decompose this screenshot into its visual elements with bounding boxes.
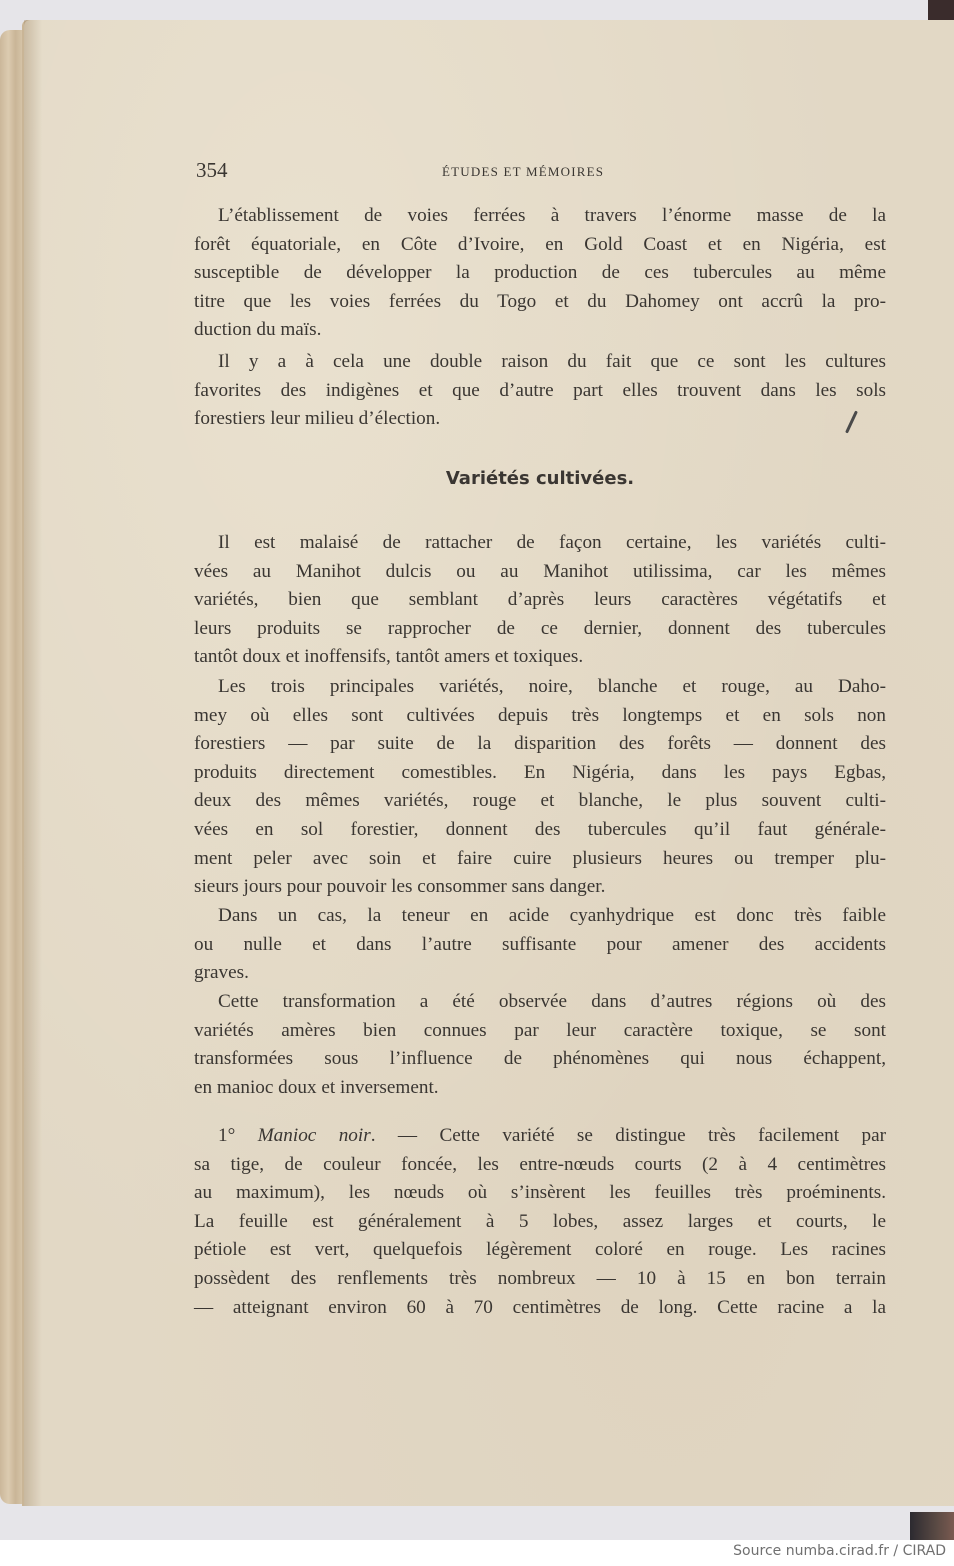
source-credit: Source numba.cirad.fr / CIRAD	[733, 1543, 946, 1559]
text-line: variétés amères bien connues par leur caractère toxique, se sont	[194, 1019, 886, 1041]
paragraph-6	[194, 988, 886, 1102]
text-line: forestiers leur milieu d’élection.	[194, 408, 441, 430]
text-line: titre que les voies ferrées du Togo et du Dahomey ont accrû la pro-	[194, 290, 886, 312]
text-line: en manioc doux et inversement.	[194, 1076, 439, 1098]
text-line: susceptible de développer la production de ces tubercules au même	[194, 262, 886, 284]
paragraph-3	[194, 529, 886, 672]
text-line: tantôt doux et inoffensifs, tantôt amers et toxiques.	[194, 646, 584, 668]
text-line: transformées sous l’influence de phénomènes qui nous échappent,	[194, 1048, 886, 1070]
text-line: Il y a à cela une double raison du fait que ce sont les cultures	[218, 351, 886, 372]
paragraph-7-manioc-noir	[194, 1122, 886, 1322]
text-line: Il est malaisé de rattacher de façon certaine, les variétés culti-	[218, 532, 886, 553]
running-header	[196, 158, 886, 188]
variety-name: Manioc noir	[257, 1125, 371, 1146]
text-fragment: . — Cette variété se distingue très facilement par	[370, 1125, 886, 1146]
text-line: graves.	[194, 962, 249, 984]
text-line: Dans un cas, la teneur en acide cyanhydrique est donc très faible	[218, 905, 886, 926]
text-line: forêt équatoriale, en Côte d’Ivoire, en Gold Coast et en Nigéria, est	[194, 233, 886, 255]
text-line: deux des mêmes variétés, rouge et blanche, le plus souvent culti-	[194, 790, 886, 812]
text-line: L’établissement de voies ferrées à travers l’énorme masse de la	[218, 205, 886, 226]
text-line: vées en sol forestier, donnent des tubercules qu’il faut générale-	[194, 818, 886, 840]
text-line: forestiers — par suite de la disparition des forêts — donnent des	[194, 733, 886, 755]
text-line: — atteignant environ 60 à 70 centimètres de long. Cette racine a la	[194, 1296, 886, 1318]
running-title: ÉTUDES ET MÉMOIRES	[442, 164, 605, 179]
paragraph-1	[194, 202, 886, 345]
text-line: sa tige, de couleur foncée, les entre-nœuds courts (2 à 4 centimètres	[194, 1153, 886, 1175]
text-line: au maximum), les nœuds où s’insèrent les feuilles très proéminents.	[194, 1182, 886, 1204]
text-line: ou nulle et dans l’autre suffisante pour amener des accidents	[194, 933, 886, 955]
text-line: pétiole est vert, quelquefois légèrement coloré en rouge. Les racines	[194, 1239, 886, 1261]
paragraph-4	[194, 673, 886, 902]
text-line: sieurs jours pour pouvoir les consommer sans danger.	[194, 876, 606, 898]
text-line: possèdent des renflements très nombreux — 10 à 15 en bon terrain	[194, 1267, 886, 1289]
page-number: 354	[196, 158, 228, 182]
text-line: La feuille est généralement à 5 lobes, assez larges et courts, le	[194, 1210, 886, 1232]
section-heading: Variétés cultivées.	[445, 468, 635, 489]
text-line: Cette transformation a été observée dans d’autres régions où des	[218, 991, 886, 1012]
text-line: mey où elles sont cultivées depuis très longtemps et en sols non	[194, 704, 886, 726]
item-number: 1°	[218, 1125, 236, 1146]
paragraph-5	[194, 902, 886, 988]
text-line: variétés, bien que semblant d’après leurs caractères végétatifs et	[194, 589, 886, 611]
text-line: vées au Manihot dulcis ou au Manihot utilissima, car les mêmes	[194, 560, 886, 582]
text-line: duction du maïs.	[194, 319, 322, 341]
text-line: ment peler avec soin et faire cuire plusieurs heures ou tremper plu-	[194, 847, 886, 869]
gutter-shadow	[24, 20, 42, 1506]
text-line	[194, 1122, 886, 1151]
book-cover-corner-bottom	[910, 1512, 954, 1540]
paragraph-2	[194, 348, 886, 434]
text-line: favorites des indigènes et que d’autre part elles trouvent dans les sols	[194, 379, 886, 401]
text-line: leurs produits se rapprocher de ce dernier, donnent des tubercules	[194, 617, 886, 639]
text-line: produits directement comestibles. En Nigéria, dans les pays Egbas,	[194, 761, 886, 783]
text-line: Les trois principales variétés, noire, blanche et rouge, au Daho-	[218, 676, 886, 697]
